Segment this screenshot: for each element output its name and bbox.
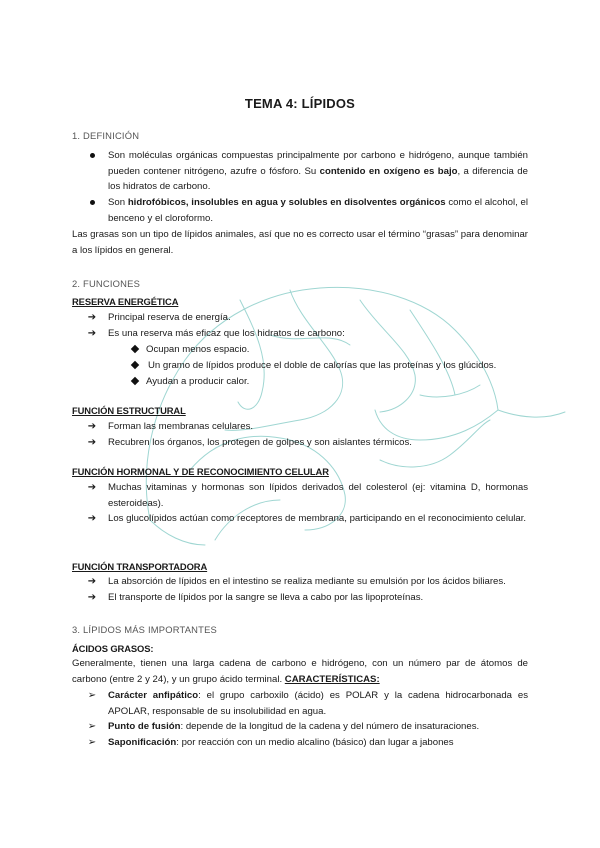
subheading-funcion-hormonal: FUNCIÓN HORMONAL Y DE RECONOCIMIENTO CELULAR: [72, 466, 329, 477]
diamond-bullet-icon: [129, 358, 141, 374]
arrow-right-icon: ➔: [87, 592, 97, 603]
subheading-acidos-grasos: ÁCIDOS GRASOS:: [72, 643, 154, 654]
section-heading-lipidos-importantes: 3. LÍPIDOS MÁS IMPORTANTES: [72, 624, 217, 635]
definicion-bullet-2: Son hidrofóbicos, insolubles en agua y solubles en disolventes orgánicos como el alcohol, el benceno y el cloroformo.: [108, 197, 528, 224]
chevron-arrow-icon: ➢: [87, 721, 97, 732]
arrow-right-icon: ➔: [87, 312, 97, 323]
document-page: TEMA 4: LÍPIDOS 1. DEFINICIÓN Son moléculas orgánicas compuestas principalmente por carbono e hidrógeno, aunque también pueden contener nitrógeno, azufre o fósforo. Su contenido en oxígeno es bajo, a diferencia de los hidratos de carbono. Son hidrofóbicos, insolubles en agua y solubles en disolventes orgánicos como el alcohol, el benceno y el cloroformo. Las grasas son un tipo de lípidos animales, así que no es correcto usar el término “grasas” para denominar a los lípidos en general. 2. FUNCIONES RESERVA ENERGÉTICA ➔ Principal reserva de energía. ➔ Es una reserva más eficaz que los hidratos de carbono: Ocupan menos espacio. Un gramo de lípidos produce el doble de calorías que las proteínas y los glúcidos. Ayudan a producir calor. FUNCIÓN ESTRUCTURAL ➔ Forman las membranas celulares. ➔ Recubren los órganos, los protegen de golpes y son aislantes térmicos. FUNCIÓN HORMONAL Y DE RECONOCIMIENTO CELULAR ➔ Muchas vitaminas y hormonas son lípidos derivados del colesterol (ej: vitamina D, hormonas esteroideas). ➔ Los glucolípidos actúan como receptores de membrana, participando en el reconocimiento celular. FUNCIÓN TRANSPORTADORA ➔ La absorción de lípidos en el intestino se realiza mediante su emulsión por los ácidos biliares. ➔ El transporte de lípidos por la sangre se lleva a cabo por las lipoproteínas. 3. LÍPIDOS MÁS IMPORTANTES ÁCIDOS GRASOS: Generalmente, tienen una larga cadena de carbono e hidrógeno, con un número par de átomos de carbono (entre 2 y 24), y un grupo ácido terminal. CARACTERÍSTICAS: ➢ Carácter anfipático: el grupo carboxilo (ácido) es POLAR y la cadena hidrocarbonada es APOLAR, responsable de su insolubilidad en agua. ➢ Punto de fusión: depende de la longitud de la cadena y del número de insaturaciones. ➢ Saponificación: por reacción con un medio alcalino (básico) dan lugar a jabones: [0, 0, 600, 848]
section-heading-definicion: 1. DEFINICIÓN: [72, 130, 140, 141]
section-heading-funciones: 2. FUNCIONES: [72, 278, 141, 289]
document-title: TEMA 4: LÍPIDOS: [244, 96, 356, 111]
definicion-bullet-1: Son moléculas orgánicas compuestas principalmente por carbono e hidrógeno, aunque también pueden contener nitrógeno, azufre o fósforo. Su contenido en oxígeno es bajo, a diferencia de los hidratos de carbono.: [108, 150, 528, 193]
subheading-reserva-energetica: RESERVA ENERGÉTICA: [72, 296, 179, 307]
arrow-right-icon: ➔: [87, 576, 97, 587]
chevron-arrow-icon: ➢: [87, 737, 97, 748]
arrow-right-icon: ➔: [87, 513, 97, 524]
arrow-right-icon: ➔: [87, 421, 97, 432]
arrow-right-icon: ➔: [87, 482, 97, 493]
chevron-arrow-icon: ➢: [87, 690, 97, 701]
arrow-right-icon: ➔: [87, 437, 97, 448]
diamond-bullet-icon: [129, 374, 141, 390]
bullet-dot-icon: [86, 148, 98, 164]
arrow-right-icon: ➔: [87, 328, 97, 339]
bullet-dot-icon: [86, 195, 98, 211]
subheading-funcion-estructural: FUNCIÓN ESTRUCTURAL: [72, 405, 186, 416]
definicion-paragraph: Las grasas son un tipo de lípidos animales, así que no es correcto usar el término “grasas” para denominar a los lípidos en general.: [72, 229, 528, 256]
diamond-bullet-icon: [129, 342, 141, 358]
acidos-grasos-intro: Generalmente, tienen una larga cadena de carbono e hidrógeno, con un número par de átomos de carbono (entre 2 y 24), y un grupo ácido terminal. CARACTERÍSTICAS:: [72, 658, 528, 685]
subheading-funcion-transportadora: FUNCIÓN TRANSPORTADORA: [72, 561, 208, 572]
